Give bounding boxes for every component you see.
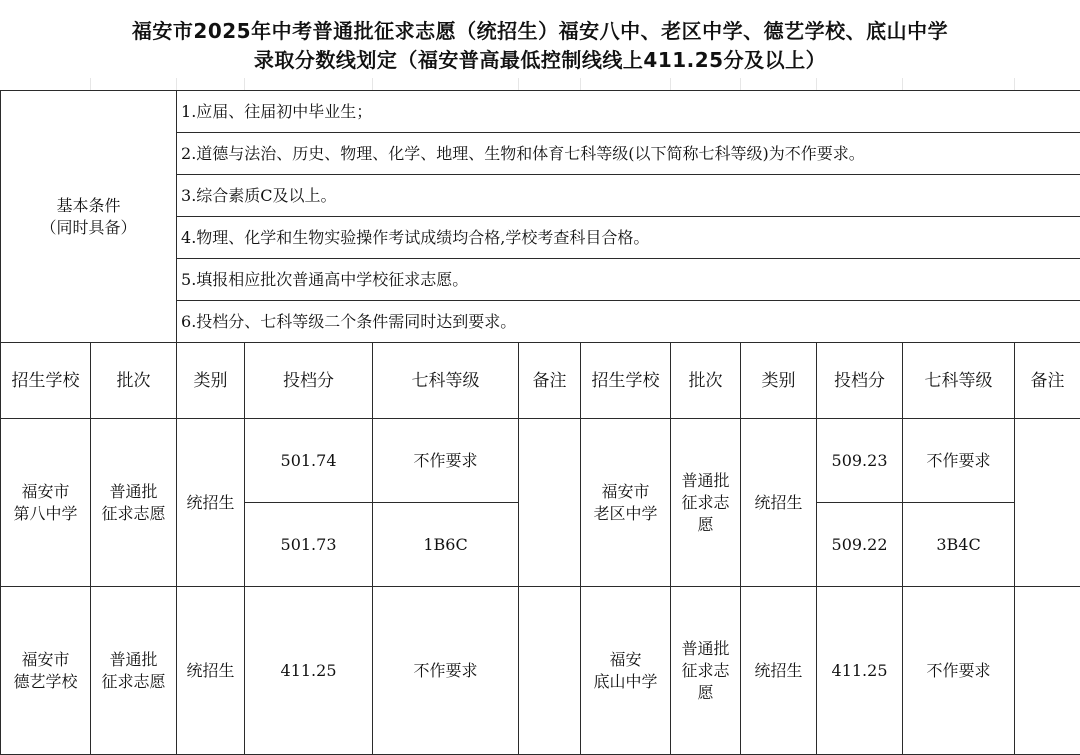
page-title-line2: 录取分数线划定（福安普高最低控制线线上411.25分及以上） <box>253 48 827 72</box>
score-cell: 411.25 <box>245 587 373 755</box>
grade-cell: 不作要求 <box>373 419 519 503</box>
condition-item: 4.物理、化学和生物实验操作考试成绩均合格,学校考查科目合格。 <box>177 217 1080 259</box>
header-batch: 批次 <box>671 343 741 419</box>
faint-gridline <box>518 78 519 90</box>
score-cell: 509.23 <box>817 419 903 503</box>
header-school: 招生学校 <box>1 343 91 419</box>
faint-gridline <box>176 78 177 90</box>
conditions-label <box>1 91 177 343</box>
batch-cell <box>91 587 177 755</box>
header-grade: 七科等级 <box>903 343 1015 419</box>
header-score: 投档分 <box>817 343 903 419</box>
score-cell: 501.73 <box>245 503 373 587</box>
faint-gridline <box>90 78 91 90</box>
page-title-line1: 福安市2025年中考普通批征求志愿（统招生）福安八中、老区中学、德艺学校、底山中学 <box>131 19 949 43</box>
note-cell <box>519 587 581 755</box>
header-category: 类别 <box>741 343 817 419</box>
batch-line: 征求志 <box>681 660 730 680</box>
batch-line: 征求志愿 <box>101 503 166 523</box>
grade-cell: 不作要求 <box>373 587 519 755</box>
header-school: 招生学校 <box>581 343 671 419</box>
batch-line: 普通批 <box>109 649 158 669</box>
batch-line: 普通批 <box>109 481 158 501</box>
batch-line: 普通批 <box>681 638 730 658</box>
school-name-cell <box>1 587 91 755</box>
school-name-cell <box>581 587 671 755</box>
conditions-label-line1: 基本条件 <box>56 195 121 215</box>
school-name-line: 底山中学 <box>593 671 658 691</box>
batch-cell <box>671 587 741 755</box>
faint-gridline <box>670 78 671 90</box>
batch-line: 普通批 <box>681 470 730 490</box>
condition-item: 3.综合素质C及以上。 <box>177 175 1080 217</box>
faint-gridline <box>1014 78 1015 90</box>
batch-cell <box>671 419 741 587</box>
note-cell <box>1015 587 1080 755</box>
grade-cell: 1B6C <box>373 503 519 587</box>
faint-gridline <box>372 78 373 90</box>
header-grade: 七科等级 <box>373 343 519 419</box>
grade-cell: 3B4C <box>903 503 1015 587</box>
condition-item: 5.填报相应批次普通高中学校征求志愿。 <box>177 259 1080 301</box>
header-note: 备注 <box>1015 343 1080 419</box>
school-name-cell <box>581 419 671 587</box>
category-cell: 统招生 <box>741 587 817 755</box>
school-name-cell <box>1 419 91 587</box>
category-cell: 统招生 <box>177 419 245 587</box>
condition-item: 2.道德与法治、历史、物理、化学、地理、生物和体育七科等级(以下简称七科等级)为不作要求。 <box>177 133 1080 175</box>
batch-cell <box>91 419 177 587</box>
header-batch: 批次 <box>91 343 177 419</box>
batch-line: 征求志 <box>681 492 730 512</box>
batch-line: 征求志愿 <box>101 671 166 691</box>
score-cell: 411.25 <box>817 587 903 755</box>
category-cell: 统招生 <box>177 587 245 755</box>
batch-line: 愿 <box>697 682 714 702</box>
school-name-line: 老区中学 <box>593 503 658 523</box>
batch-line: 愿 <box>697 514 714 534</box>
condition-item: 1.应届、往届初中毕业生； <box>177 91 1080 133</box>
score-cell: 501.74 <box>245 419 373 503</box>
school-name-line: 第八中学 <box>13 503 78 523</box>
faint-gridline <box>580 78 581 90</box>
score-cell: 509.22 <box>817 503 903 587</box>
faint-gridline <box>740 78 741 90</box>
grade-cell: 不作要求 <box>903 587 1015 755</box>
faint-gridline <box>902 78 903 90</box>
school-name-line: 福安市 <box>21 481 70 501</box>
title-area <box>0 0 1080 90</box>
header-category: 类别 <box>177 343 245 419</box>
note-cell <box>519 419 581 587</box>
category-cell: 统招生 <box>741 419 817 587</box>
condition-item: 6.投档分、七科等级二个条件需同时达到要求。 <box>177 301 1080 343</box>
admission-table <box>0 90 1080 755</box>
faint-gridline <box>816 78 817 90</box>
note-cell <box>1015 419 1080 587</box>
header-note: 备注 <box>519 343 581 419</box>
faint-gridline <box>244 78 245 90</box>
conditions-label-line2: （同时具备） <box>40 217 137 237</box>
grade-cell: 不作要求 <box>903 419 1015 503</box>
school-name-line: 福安市 <box>21 649 70 669</box>
header-score: 投档分 <box>245 343 373 419</box>
school-name-line: 福安市 <box>601 481 650 501</box>
school-name-line: 德艺学校 <box>13 671 78 691</box>
school-name-line: 福安 <box>609 649 642 669</box>
